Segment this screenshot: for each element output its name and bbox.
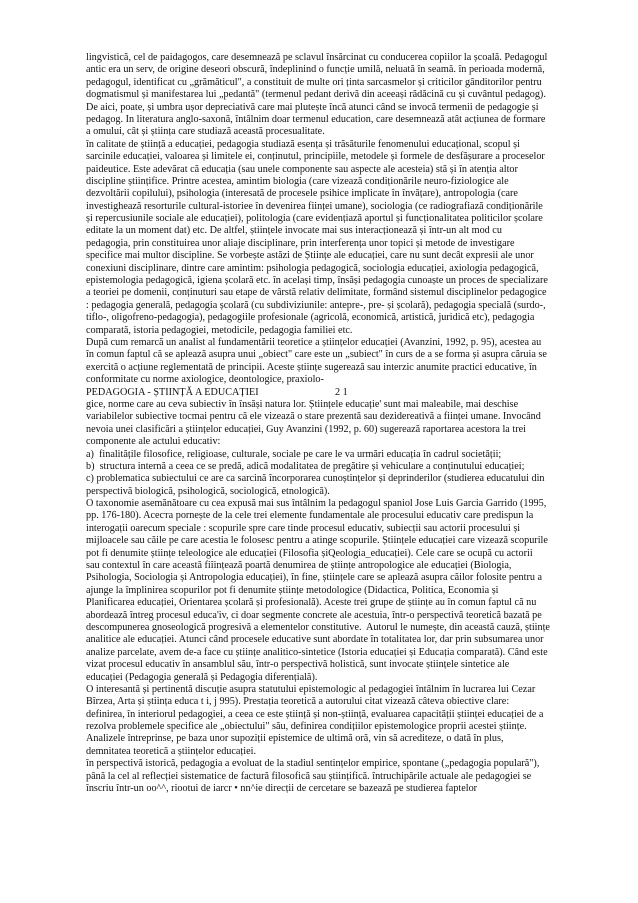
text-line: educației (Pedagogia generală și Pedagogia diferențială). <box>86 671 318 683</box>
text-line: Analizele întreprinse, pe baza unor supoziții epistemice de ultimă oră, vin să acrediteze, o dată în plus, <box>86 733 504 745</box>
text-line: pedagog. In literatura anglo-saxonă, întâlnim doar termenul education, care desemnează atât acțiunea de formare <box>86 113 546 125</box>
text-line: tiflo-, oligofreno-pedagogia), pedagogiile profesionale (agricolă, economică, artistică, juridică etc), pedagogia <box>86 312 535 324</box>
text-line: vizat procesul educativ în ansamblul său, într-o perspectivă holistică, sunt invocate științele sintetice ale <box>86 659 510 671</box>
text-line: Bîrzea, Arta și știința educa t i, j 995). Prestația teoretică a autorului citat vizează câteva obiective clare: <box>86 696 510 708</box>
text-line: dezvoltării copilului), psihologia (interesată de procesele psihice implicate în învățare), antropologia (care <box>86 188 518 200</box>
text-line: variabilelor subiective tocmai pentru că ele vizează o stare prezentă sau dezidereativă a ființei umane. Invocând <box>86 411 541 423</box>
text-line: investighează resorturile cultural-istoriee în devenirea ființei umane), sociologia (ce radiografiază condiționările <box>86 200 543 212</box>
text-line: mijloacele sau căile pe care acestia le folosesc pentru a atinge scopurile. Științele educației care vizează scopurile <box>86 535 548 547</box>
text-line: sarcinile educației, valoarea și limitele ei, conținutul, principiile, metodele și formele de desfășurare a proceselor <box>86 151 545 163</box>
text-line: O interesantă și pertinentă discuție asupra statutului epistemologic al pedagogiei întâlnim în lucrarea lui Cezar <box>86 683 536 695</box>
text-line: pedagogia, prin constituirea unor aliaje disciplinare, prin interferența unor topici și metode de investigare <box>86 237 515 249</box>
text-line: până la cel al reflecției sistematice de factură filosofică sau științifică. întruchipările actuale ale pedagogiei se <box>86 770 532 782</box>
text-line: : pedagogia generală, pedagogia școlară (cu subdiviziunile: antepre-, pre- și școlară), pedagogia specială (surdo-, <box>86 299 546 311</box>
text-line: Psihologia, Sociologia și Antropologia educației), în fine, științele care se aplează asupra căilor folosite pentru a <box>86 572 543 584</box>
text-line: comparată, istoria pedagogiei, metodicile, pedagogia familiei etc. <box>86 324 353 336</box>
text-line: exercită o acțiune reglementată de principii. Aceste științe sugerează sau interzic anumite practici educative, în <box>86 361 537 373</box>
text-line: c) problematica subiectului ce are ca sarcină încorporarea cunoștințelor și deprinderilor (studierea educatului din <box>86 473 545 485</box>
text-line: analize parcelate, avem de-a face cu științe analitico-sintetice (Istoria educației și Educația comparată). Când este <box>86 646 548 658</box>
text-line: în perspectivă istorică, pedagogia a evoluat de la stadiul sentințelor empirice, spontane („pedagogia populară"), <box>86 758 540 770</box>
text-line: De aici, poate, și umbra ușor depreciativă care mai plutește încă atunci când se invocă termenii de pedagogie și <box>86 101 539 113</box>
text-line: pedagogul, identificat cu „grămăticul", a constituit de multe ori ținta sarcasmelor și criticilor gânditorilor pentru <box>86 76 542 88</box>
text-line: înscriu într-un oo^^, riootui de iarcr • nn^ie direcții de cercetare se bazează pe studierea faptelor <box>86 783 478 795</box>
text-line: în calitate de știință a educației, pedagogia studiază esența și trăsăturile fenomenului educațional, scopul și <box>86 138 520 150</box>
text-line: editate la un moment dat) etc. De altfel, științele invocate mai sus interacționează și într-un alt mod cu <box>86 225 502 237</box>
text-line: componente ale actului educativ: <box>86 436 221 448</box>
text-line: b) structura internă a ceea ce se predă, adică modalitatea de pregătire și vehiculare a conținutului educației; <box>86 460 525 472</box>
document-page <box>86 52 560 795</box>
text-line: definirea, în interiorul pedagogiei, a ceea ce este știință și non-știință, evaluarea capacității științei educației de a <box>86 708 544 720</box>
text-line: O taxonomie asemănătoare cu cea expusă mai sus întâlnim la pedagogul spaniol Jose Luis Garcia Garrido (1995, <box>86 498 547 510</box>
text-line: a teoriei pe domenii, conținuturi sau etape de vârstă relativ delimitate, formând sistemul disciplinelor pedagogice <box>86 287 547 299</box>
text-line: Planificarea educației, Orientarea școlară și profesională). Aceste trei grupe de științe au în comun faptul că nu <box>86 597 537 609</box>
text-line: descompunerea gnoseologică progresivă a elementelor constitutive. Autorul le numește, din această cauză, științe <box>86 621 550 633</box>
text-line: discipline științifice. Printre acestea, amintim biologia (care vizează condiționările neuro-fiziologice ale <box>86 175 509 187</box>
text-line: paideutice. Este adevărat că educația (sau unele componente sau aspecte ale acesteia) stă și în atenția altor <box>86 163 518 175</box>
text-line: ajunge la împlinirea scopurilor pot fi denumite științe metodologice (Didactica, Politica, Economia și <box>86 584 499 596</box>
text-line: demnitatea teoretică a științelor educației. <box>86 745 256 757</box>
text-line: rezolva problemele specifice ale „obiectului" său, definirea condițiilor epistemologice proprii acestei științe. <box>86 721 527 733</box>
text-line: gice, norme care au ceva subiectiv în însăși natura lor. Științele educație' sunt mai maleabile, mai deschise <box>86 398 519 410</box>
text-line: a) finalitățile filosofice, religioase, culturale, sociale pe care le va urmări educația în cadrul societății; <box>86 448 502 460</box>
text-line: analitice ale educației. Atunci când procesele educative sunt abordate în totalitatea lor, dar prin subsumarea unor <box>86 634 544 646</box>
text-line: abordează întreg procesul educa'iv, ci doar segmente concrete ale acestuia, într-o perspectivă teoretică bazată pe <box>86 609 542 621</box>
text-line: antic era un serv, de origine deseori obscură, îndeplinind o funcție umilă, neluată în seamă. în perioada modernă, <box>86 64 545 76</box>
text-line: PEDAGOGIA - ȘTIINȚĂ A EDUCAȚIEI 2 1 <box>86 386 348 398</box>
text-line: lingvistică, cel de paidagogos, care desemnează pe sclavul însărcinat cu conducerea copiilor la școală. Pedagogul <box>86 52 548 63</box>
text-line: perspectivă biologică, psihologică, sociologică, etnologică). <box>86 485 330 497</box>
text-line: epistemologia pedagogică, igiena școlară etc. în același timp, însăși pedagogia cunoaște un proces de specializare <box>86 275 548 287</box>
text-line: conformitate cu norme axiologice, deontologice, praxiolo- <box>86 374 324 386</box>
text-line: interogații oarecum speciale : scopurile spre care tinde procesul educativ, subiecții sau actorii procesului și <box>86 522 521 534</box>
text-line: nevoia unei clasificări a științelor educației, Guy Avanzini (1992, p. 60) sugerează raportarea acestora la trei <box>86 423 526 435</box>
text-line: pot fi denumite științe teleologice ale educației (Filosofia șiQeologia_educației). Cele care se ocupă cu actorii <box>86 547 533 559</box>
text-line: și repercusiunile sociale ale educației), politologia (care evidențiază aportul și funcționalitatea politicilor școlare <box>86 213 543 225</box>
text-line: a omului, cât și știința care studiază această procesualitate. <box>86 126 325 138</box>
text-line: conexiuni disciplinare, dintre care amintim: psihologia pedagogică, sociologia educației, axiologia pedagogică, <box>86 262 539 274</box>
text-line: dogmatismul și manifestarea lui „pedantă" (termenul pedant derivă din aceeași rădăcină cu și cuvântul pedagog). <box>86 89 546 101</box>
text-line: După cum remarcă un analist al fundamentării teoretice a științelor educației (Avanzini, 1992, p. 95), acestea au <box>86 336 542 348</box>
text-line: specifice mai multor discipline. Se vorbește astăzi de Științe ale educației, care nu sunt decât expresii ale unor <box>86 250 534 262</box>
text-line: pp. 176-180). Aceста pornește de la cele trei elemente fundamentale ale procesului educativ care predispun la <box>86 510 534 522</box>
text-line: în comun faptul că se aplează asupra unui „obiect" care este un „subiect" în curs de a se forma și asupra căruia se <box>86 349 547 361</box>
text-line: sau contextul în care această fiîințează poartă denumirea de științe antropologice ale educației (Biologia, <box>86 560 512 572</box>
